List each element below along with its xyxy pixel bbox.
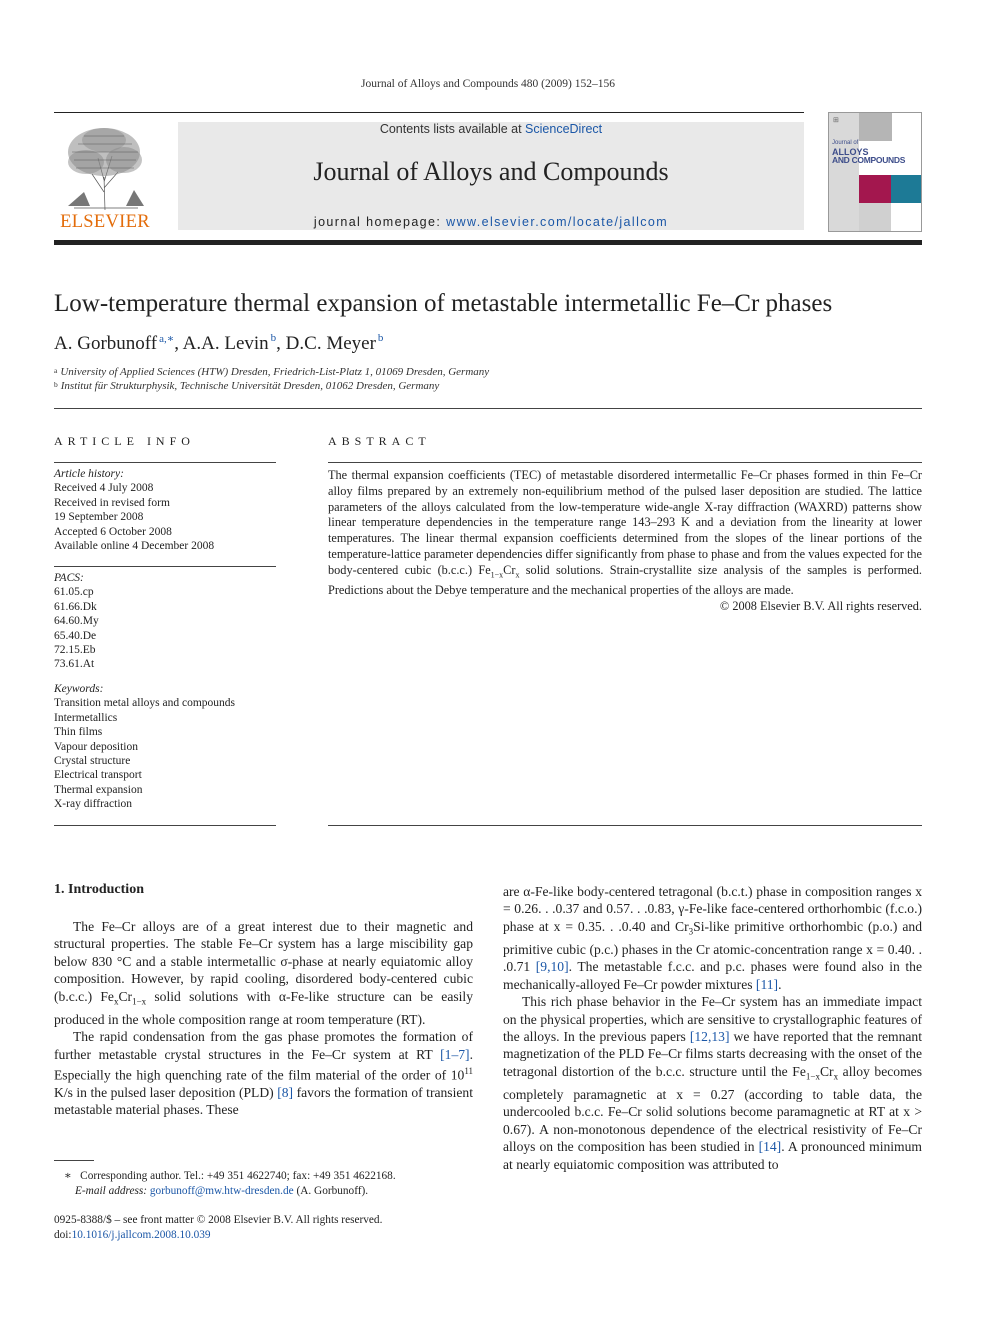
corresponding-line <box>64 1169 484 1184</box>
author-2-name: A.A. Levin <box>182 333 269 354</box>
text-run: solid solutions with α-Fe-like structure can be easily produced in the whole composition range at room temperature (RT). <box>54 988 473 1027</box>
intro-paragraph-1 <box>54 918 473 1028</box>
keyword-item: X-ray diffraction <box>54 798 133 811</box>
author-1-name: A. Gorbunoff <box>54 333 158 354</box>
email-link[interactable]: gorbunoff@mw.htw-dresden.de <box>149 1185 294 1197</box>
keyword-item: Electrical transport <box>54 769 142 782</box>
homepage-line <box>178 215 804 229</box>
abstract-rule-bottom <box>328 825 922 826</box>
abstract-rule-top <box>328 462 922 463</box>
text-sub: 3 <box>688 926 694 937</box>
footnote-rule <box>54 1160 94 1161</box>
email-line <box>64 1184 484 1199</box>
pacs-item: 65.40.De <box>54 629 97 642</box>
pacs-item: 61.05.cp <box>54 586 94 599</box>
journal-title: Journal of Alloys and Compounds <box>313 157 669 186</box>
cover-block-top <box>859 113 892 141</box>
front-matter-note <box>54 1213 484 1243</box>
article-history <box>54 467 276 553</box>
citation-link[interactable]: [12,13] <box>689 1028 730 1044</box>
abstract-part: solid solutions. Strain-crystallite size analysis of the samples is performed. Predictions about the Debye temperature and the mechanical properties of the alloys are made. <box>328 562 922 598</box>
text-run: . <box>778 976 782 992</box>
text-run: we have reported that the remnant magnetization of the PLD Fe–Cr films starts decreasing with the onset of the tetragonal distortion of the b.c.c. structure until the Fe <box>503 1028 922 1079</box>
text-run: K/s in the pulsed laser deposition (PLD) <box>54 1084 278 1100</box>
text-sub: 1−x <box>132 996 147 1007</box>
history-item: Received 4 July 2008 <box>54 482 154 495</box>
pacs-item: 61.66.Dk <box>54 600 97 613</box>
text-run: This rich phase behavior in the Fe–Cr system has an immediate impact on the physical properties, which are sensitive to crystallographic features of the alloys. In the previous papers <box>503 994 922 1044</box>
author-2-affil[interactable]: b <box>270 332 277 344</box>
keyword-item: Vapour deposition <box>54 740 139 753</box>
text-run: . The metastable f.c.c. and p.c. phases were found also in the mechanically-alloyed Fe–Cr powder mixtures <box>503 959 922 992</box>
footnote-text: Corresponding author. Tel.: +49 351 4622740; fax: +49 351 4622168. <box>80 1170 396 1182</box>
rule-under-affiliations <box>54 408 922 409</box>
doi-label: doi: <box>54 1229 72 1241</box>
homepage-link[interactable]: www.elsevier.com/locate/jallcom <box>446 215 669 229</box>
keyword-item: Thin films <box>54 726 103 739</box>
cover-block-magenta <box>859 175 891 203</box>
header-rule-top <box>54 112 804 113</box>
homepage-prefix: journal homepage: <box>313 215 447 229</box>
history-item: Received in revised form <box>54 496 170 509</box>
header-rule-thick <box>54 240 922 245</box>
tree-icon <box>54 122 156 214</box>
sciencedirect-link[interactable]: ScienceDirect <box>525 122 603 136</box>
cover-gray-strip <box>829 113 859 231</box>
footnote-star: ∗ <box>64 1170 72 1182</box>
abstract-body <box>328 468 922 615</box>
text-sub: 1−x <box>805 1071 820 1082</box>
corresponding-footnote <box>64 1169 484 1199</box>
body-column-left <box>54 918 473 1119</box>
cover-block-teal <box>891 175 921 203</box>
email-suffix: (A. Gorbunoff). <box>293 1185 369 1197</box>
cover-line-3: AND COMPOUNDS <box>832 155 906 165</box>
cover-block-bottom <box>859 203 891 231</box>
doi-link[interactable]: 10.1016/j.jallcom.2008.10.039 <box>71 1229 211 1241</box>
email-label: E-mail address: <box>75 1185 150 1197</box>
affiliation-b-marker: b <box>54 380 58 389</box>
issn-line: 0925-8388/$ – see front matter © 2008 Elsevier B.V. All rights reserved. <box>54 1214 383 1226</box>
journal-cover-thumbnail <box>828 112 922 232</box>
text-sup: 11 <box>464 1065 473 1076</box>
affiliation-a-marker: a <box>54 366 58 375</box>
history-item: Available online 4 December 2008 <box>54 540 215 553</box>
citation-link[interactable]: [9,10] <box>535 959 569 975</box>
body-column-right <box>503 883 922 1173</box>
keyword-item: Intermetallics <box>54 711 118 724</box>
author-3-name: D.C. Meyer <box>285 333 376 354</box>
keyword-item: Transition metal alloys and compounds <box>54 697 236 710</box>
cover-line-2: ALLOYS <box>832 146 869 157</box>
info-rule-bottom <box>54 825 276 826</box>
citation-link[interactable]: [14] <box>758 1139 782 1155</box>
text-sub: x <box>113 996 119 1007</box>
cover-line-1: Journal of <box>832 140 859 146</box>
abstract-heading: ABSTRACT <box>328 434 431 448</box>
pacs-item: 64.60.My <box>54 615 99 628</box>
citation-link[interactable]: [11] <box>755 976 779 992</box>
abstract-sub: 1−x <box>490 570 504 580</box>
abstract-part: The thermal expansion coefficients (TEC) of metastable disordered intermetallic Fe–Cr phases formed in thin Fe–Cr alloy films prepared by an extremely non-equilibrium method of the pulsed laser deposition are studied. The lattice parameters of the alloys calculated from the low-temperature wide-angle X-ray diffraction (WAXRD) patterns show linear temperature dependencies in the temperature range 143–293 K and a deviation from the linearity at lower temperatures. The linear thermal expansion coefficients determined from the slopes of the linear portions of the temperature-lattice parameter dependencies differ significantly from phase to phase and from the values expected for the body-centered cubic (b.c.c.) Fe <box>328 468 922 577</box>
pacs-item: 73.61.At <box>54 658 95 671</box>
keyword-item: Crystal structure <box>54 755 131 768</box>
journal-citation: Journal of Alloys and Compounds 480 (2009) 152–156 <box>361 78 615 90</box>
text-run: The rapid condensation from the gas phase promotes the formation of further metastable crystal structures in the Fe–Cr system at RT <box>54 1029 473 1062</box>
abstract-part: Cr <box>503 562 516 577</box>
section-heading-introduction: 1. Introduction <box>54 882 144 897</box>
text-run: are α-Fe-like body-centered tetragonal (b.c.t.) phase in composition ranges x = 0.26. . .0.37 and 0.57. . .0.83, γ-Fe-like face-centered orthorhombic (f.c.o.) phase at x = 0.35. . .0.40 and Cr <box>503 884 922 934</box>
pacs-item: 72.15.Eb <box>54 644 96 657</box>
text-sub: x <box>833 1071 839 1082</box>
cover-elsevier-mark: ⊞ <box>833 117 839 124</box>
author-list <box>54 333 383 355</box>
cover-title <box>832 139 920 165</box>
citation-link[interactable]: [1–7] <box>440 1046 470 1062</box>
text-run: Cr <box>819 1063 834 1079</box>
abstract-text <box>328 468 922 599</box>
text-run: . A pronounced minimum at nearly equiatomic composition was attributed to <box>503 1139 922 1172</box>
text-run: The Fe–Cr alloys are of a great interest due to their magnetic and structural properties. The stable Fe–Cr system has a large miscibility gap below 830 °C and a stable intermetallic σ-phase at nearly equiatomic alloy composition. However, by rapid cooling, disordered body-centered cubic (b.c.c.) Fe <box>54 919 473 1004</box>
abstract-copyright: © 2008 Elsevier B.V. All rights reserved. <box>719 598 922 613</box>
contents-prefix: Contents lists available at <box>379 122 526 136</box>
affiliation-a-text: University of Applied Sciences (HTW) Dresden, Friedrich-List-Platz 1, 01069 Dresden, Germany <box>60 366 490 378</box>
keywords-label: Keywords: <box>54 683 104 695</box>
text-run: . Especially the high quenching rate of the film material of the order of 10 <box>54 1046 473 1083</box>
text-run: Cr <box>118 988 133 1004</box>
affiliation-b <box>54 380 439 392</box>
keywords-list <box>54 682 276 812</box>
affiliation-a <box>54 366 489 378</box>
elsevier-wordmark: ELSEVIER <box>60 212 150 232</box>
author-sep: , <box>276 333 286 354</box>
affiliation-b-text: Institut für Strukturphysik, Technische Universität Dresden, 01062 Dresden, Germany <box>60 380 440 392</box>
text-run: alloy becomes completely paramagnetic at x = 0.27 (according to table data, the undercooled b.c.c. Fe–Cr solid solutions become paramagnetic at RT at x > 0.67). A non-monotonous dependence of the electrical resistivity of Fe–Cr alloys on the composition has been studied in <box>503 1063 922 1155</box>
intro-paragraph-2 <box>54 1028 473 1119</box>
article-title: Low-temperature thermal expansion of metastable intermetallic Fe–Cr phases <box>54 290 833 317</box>
doi-line <box>54 1228 484 1243</box>
keyword-item: Thermal expansion <box>54 783 143 796</box>
abstract-sub: x <box>515 570 520 580</box>
history-label: Article history: <box>54 468 124 480</box>
author-3-affil[interactable]: b <box>377 332 384 344</box>
info-rule-1 <box>54 462 276 463</box>
intro-paragraph-2-cont <box>503 883 922 993</box>
citation-link[interactable]: [8] <box>277 1084 294 1100</box>
pacs-label: PACS: <box>54 572 84 584</box>
history-item: Accepted 6 October 2008 <box>54 525 172 538</box>
info-rule-2 <box>54 566 276 567</box>
article-info-heading: ARTICLE INFO <box>54 434 195 448</box>
author-sep: , <box>174 333 183 354</box>
history-item: 19 September 2008 <box>54 511 144 524</box>
text-run: favors the formation of transient metastable material phases. These <box>54 1084 473 1118</box>
text-run: Si-like primitive orthorhombic (p.o.) and primitive cubic (p.c.) phases in the Cr atomic-concentration range x = 0.40. . .0.71 <box>503 918 922 975</box>
pacs-list <box>54 571 276 672</box>
author-1-affil[interactable]: a,∗ <box>159 333 175 345</box>
contents-line <box>178 122 804 136</box>
intro-paragraph-3 <box>503 993 922 1173</box>
